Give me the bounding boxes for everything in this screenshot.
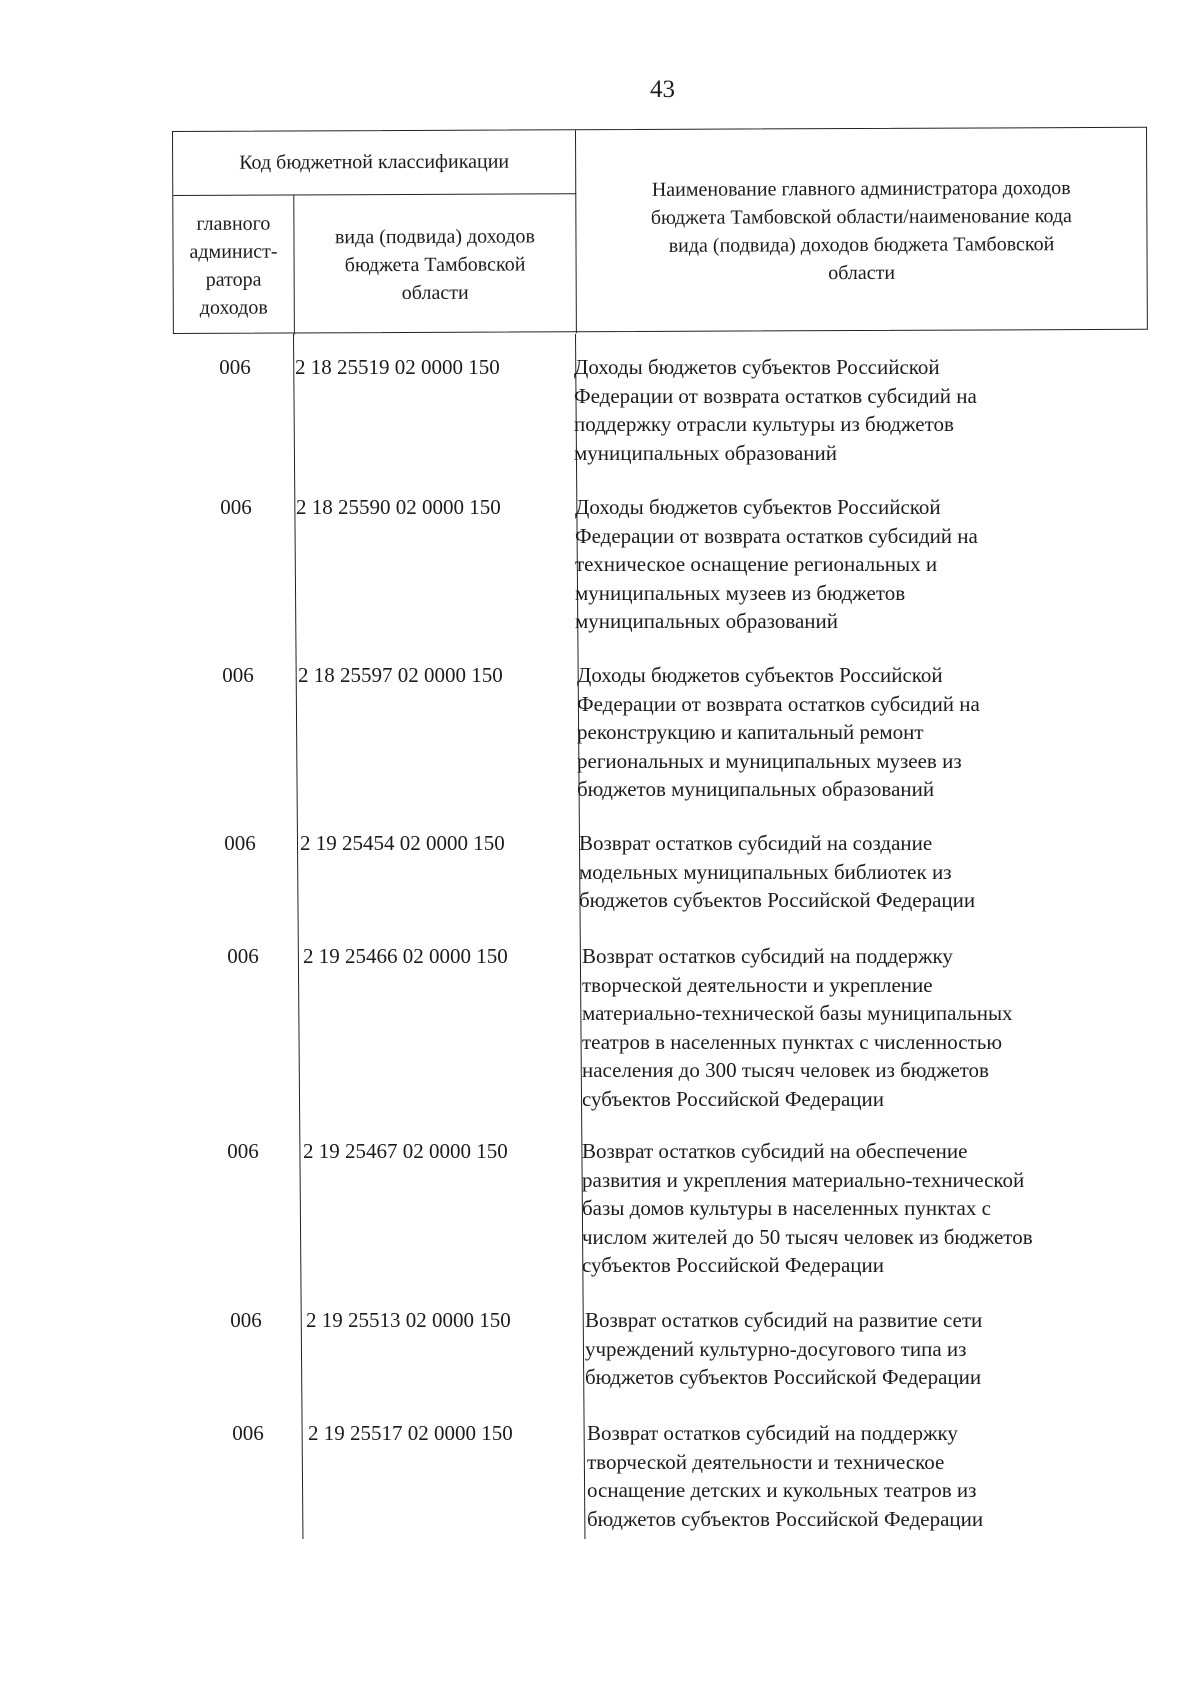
admin-code-cell: 006 bbox=[227, 944, 259, 968]
income-name-line: бюджетов субъектов Российской Федерации bbox=[579, 888, 976, 912]
income-name-line: субъектов Российской Федерации bbox=[582, 1086, 885, 1111]
admin-code-cell: 006 bbox=[222, 663, 254, 687]
admin-code-cell: 006 bbox=[230, 1308, 262, 1332]
header-admin-line: доходов bbox=[199, 296, 268, 319]
header-admin-text bbox=[189, 209, 278, 321]
income-name-cell bbox=[574, 353, 1134, 467]
admin-code-cell: 006 bbox=[227, 1139, 259, 1163]
header-name-line: Наименование главного администратора доходов bbox=[651, 176, 1071, 201]
admin-code-cell: 006 bbox=[220, 495, 252, 519]
income-name-line: театров в населенных пунктах с численностью bbox=[582, 1029, 1003, 1054]
header-admin-line: админист- bbox=[189, 240, 278, 263]
header-name-line: области bbox=[828, 261, 896, 284]
income-code-cell: 2 18 25590 02 0000 150 bbox=[296, 495, 501, 519]
income-code-cell: 2 19 25517 02 0000 150 bbox=[308, 1421, 513, 1445]
income-name-cell bbox=[585, 1306, 1145, 1392]
header-income-kind-column bbox=[294, 194, 577, 334]
income-name-line: развития и укрепления материально-технической bbox=[582, 1167, 1025, 1192]
income-name-line: Возврат остатков субсидий на обеспечение bbox=[582, 1139, 968, 1163]
income-name-line: Возврат остатков субсидий на развитие сети bbox=[585, 1308, 983, 1332]
income-code-cell: 2 19 25466 02 0000 150 bbox=[303, 944, 508, 968]
income-name-line: муниципальных образований bbox=[574, 440, 837, 465]
income-name-line: оснащение детских и кукольных театров из bbox=[587, 1478, 977, 1502]
header-admin-line: ратора bbox=[205, 268, 262, 291]
income-name-line: муниципальных образований bbox=[575, 609, 838, 633]
income-name-line: реконструкцию и капитальный ремонт bbox=[577, 720, 924, 744]
income-name-line: Федерации от возврата остатков субсидий на bbox=[577, 691, 980, 716]
income-name-line: Возврат остатков субсидий на поддержку bbox=[587, 1421, 958, 1445]
income-code-cell: 2 19 25454 02 0000 150 bbox=[300, 831, 505, 855]
income-name-cell bbox=[575, 493, 1135, 636]
income-code-cell: 2 19 25467 02 0000 150 bbox=[303, 1139, 508, 1163]
table-header bbox=[172, 127, 1148, 334]
income-name-line: творческой деятельности и укрепление bbox=[582, 972, 933, 997]
income-code-cell: 2 18 25597 02 0000 150 bbox=[298, 663, 503, 687]
header-admin-column bbox=[173, 195, 295, 335]
header-name-line: бюджета Тамбовской области/наименование кода bbox=[650, 204, 1072, 229]
header-kind-line: бюджета Тамбовской bbox=[344, 252, 526, 276]
income-name-line: базы домов культуры в населенных пунктах с bbox=[582, 1196, 991, 1220]
income-name-cell bbox=[582, 1137, 1142, 1280]
income-name-line: субъектов Российской Федерации bbox=[582, 1253, 885, 1277]
income-name-cell bbox=[582, 942, 1142, 1113]
income-name-line: региональных и муниципальных музеев из bbox=[577, 748, 962, 773]
income-name-line: поддержку отрасли культуры из бюджетов bbox=[574, 412, 954, 436]
admin-code-cell: 006 bbox=[224, 831, 256, 855]
income-name-line: учреждений культурно-досугового типа из bbox=[585, 1336, 967, 1361]
income-name-line: модельных муниципальных библиотек из bbox=[579, 859, 952, 884]
income-name-line: материально-технической базы муниципальных bbox=[582, 1001, 1013, 1025]
admin-code-cell: 006 bbox=[219, 355, 251, 379]
income-name-cell bbox=[579, 829, 1139, 915]
income-name-line: Возврат остатков субсидий на поддержку bbox=[582, 944, 953, 968]
income-name-line: Доходы бюджетов субъектов Российской bbox=[574, 355, 940, 379]
income-name-line: Доходы бюджетов субъектов Российской bbox=[577, 663, 943, 687]
income-name-line: техническое оснащение региональных и bbox=[575, 552, 938, 576]
income-name-line: Возврат остатков субсидий на создание bbox=[579, 831, 933, 855]
income-name-line: муниципальных музеев из бюджетов bbox=[575, 580, 906, 605]
income-name-cell bbox=[577, 661, 1137, 804]
income-name-line: бюджетов субъектов Российской Федерации bbox=[587, 1506, 984, 1531]
income-name-cell bbox=[587, 1419, 1147, 1533]
header-budget-code-group: Код бюджетной классификации bbox=[173, 130, 576, 196]
income-name-line: Доходы бюджетов субъектов Российской bbox=[575, 495, 941, 519]
income-code-cell: 2 18 25519 02 0000 150 bbox=[295, 355, 500, 379]
header-kind-line: вида (подвида) доходов bbox=[334, 224, 535, 248]
income-name-line: творческой деятельности и техническое bbox=[587, 1449, 945, 1474]
income-name-line: бюджетов муниципальных образований bbox=[577, 777, 935, 801]
income-name-line: числом жителей до 50 тысяч человек из бюджетов bbox=[582, 1224, 1033, 1249]
header-name-line: вида (подвида) доходов бюджета Тамбовской bbox=[668, 232, 1055, 257]
income-name-line: населения до 300 тысяч человек из бюджетов bbox=[582, 1058, 989, 1082]
income-name-line: бюджетов субъектов Российской Федерации bbox=[585, 1365, 982, 1389]
income-code-cell: 2 19 25513 02 0000 150 bbox=[306, 1308, 511, 1332]
income-name-line: Федерации от возврата остатков субсидий на bbox=[574, 383, 977, 408]
income-name-line: Федерации от возврата остатков субсидий на bbox=[575, 523, 978, 548]
header-kind-line: области bbox=[401, 281, 469, 304]
header-name-column bbox=[576, 128, 1147, 333]
header-admin-line: главного bbox=[196, 212, 271, 235]
page-number: 43 bbox=[650, 76, 675, 103]
admin-code-cell: 006 bbox=[232, 1421, 264, 1445]
